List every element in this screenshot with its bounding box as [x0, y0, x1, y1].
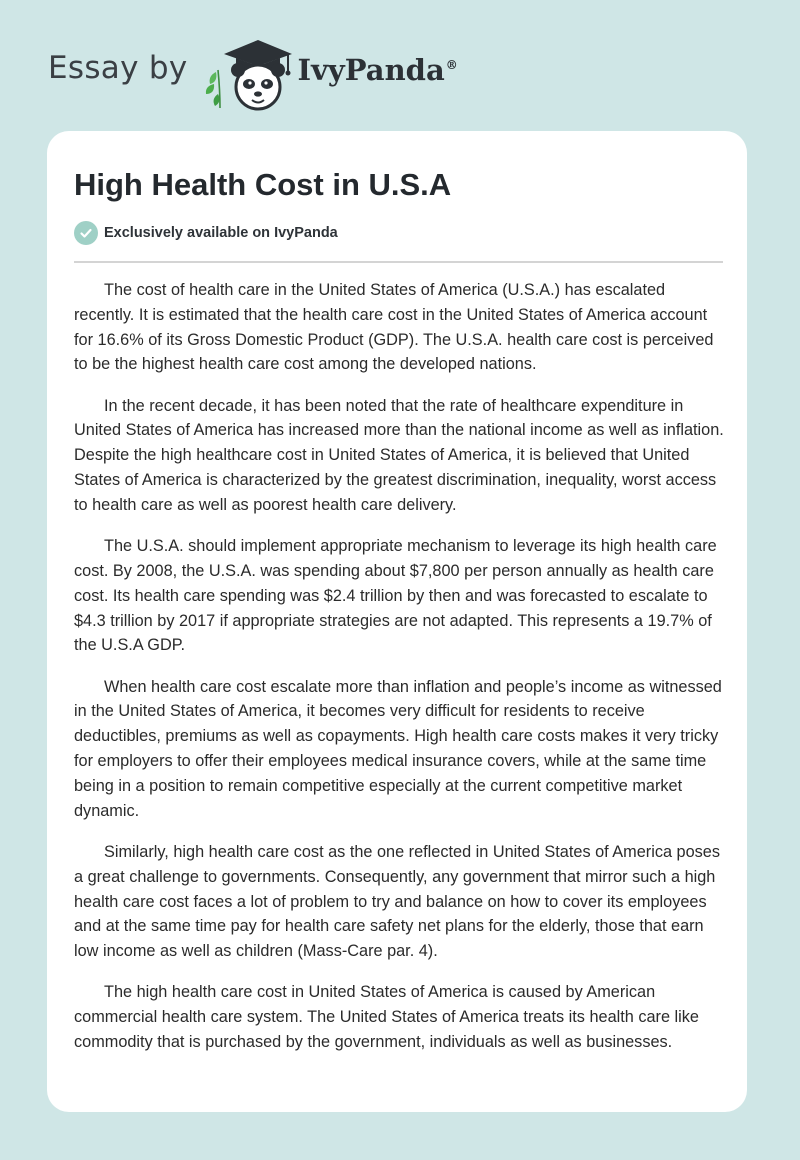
brand-name: [298, 53, 458, 87]
ivy-leaf-icon: [205, 70, 219, 108]
brand-name-text: IvyPanda: [297, 53, 445, 87]
paragraph: Similarly, high health care cost as the one reflected in United States of America poses a great challenge to governments. Consequently, any government that mirror such a high health care cost faces a lot of problem to try and balance on how to cover its employees and at the same time pay for health care safety net plans for the elderly, those that earn low income as well as children (Mass-Care par. 4).: [74, 842, 720, 961]
paragraph: In the recent decade, it has been noted that the rate of healthcare expenditure in United States of America has increased more than the national income as well as inflation. Despite the high healthcare cost in United States of America, it is believed that United States of America is characterized by the greatest discrimination, inequality, worst access to health care as well as poorest health care delivery.: [74, 396, 724, 514]
panda-logo-icon[interactable]: [202, 32, 294, 112]
exclusive-badge-label: Exclusively available on IvyPanda: [104, 225, 338, 241]
site-header: [48, 30, 458, 114]
paragraph: When health care cost escalate more than inflation and people’s income as witnessed in the United States of America, it becomes very difficult for residents to receive deductibles, premiums as well as copayments. High health care costs makes it very tricky for employers to offer their employees medical insurance covers, while at the same time being in a position to remain competitive especially at the current competitive market dynamic.: [74, 677, 722, 820]
paragraph: The cost of health care in the United States of America (U.S.A.) has escalated recently. It is estimated that the health care cost in the United States of America account for 16.6% of its Gross Domestic Product (GDP). The U.S.A. health care cost is perceived to be the highest health care cost among the developed nations.: [74, 281, 714, 374]
article-card: [47, 131, 747, 1112]
article-body: [74, 278, 724, 1071]
paragraph: The high health care cost in United States of America is caused by American commercial health care system. The United States of America treats its health care like commodity that is purchased by the government, individuals as well as businesses.: [74, 983, 699, 1052]
check-circle-icon: [74, 221, 98, 245]
registered-mark: ®: [445, 58, 458, 73]
essay-by-label: Essay by: [48, 50, 188, 86]
exclusive-badge: [74, 221, 338, 245]
paragraph: The U.S.A. should implement appropriate mechanism to leverage its high health care cost. By 2008, the U.S.A. was spending about $7,800 per person annually as health care cost. Its health care spending was $2.4 trillion by then and was forecasted to escalate to $4.3 trillion by 2017 if appropriate strategies are not adapted. This represents a 19.7% of the U.S.A GDP.: [74, 537, 717, 655]
page-title: High Health Cost in U.S.A: [74, 167, 452, 202]
title-divider: [74, 261, 723, 263]
